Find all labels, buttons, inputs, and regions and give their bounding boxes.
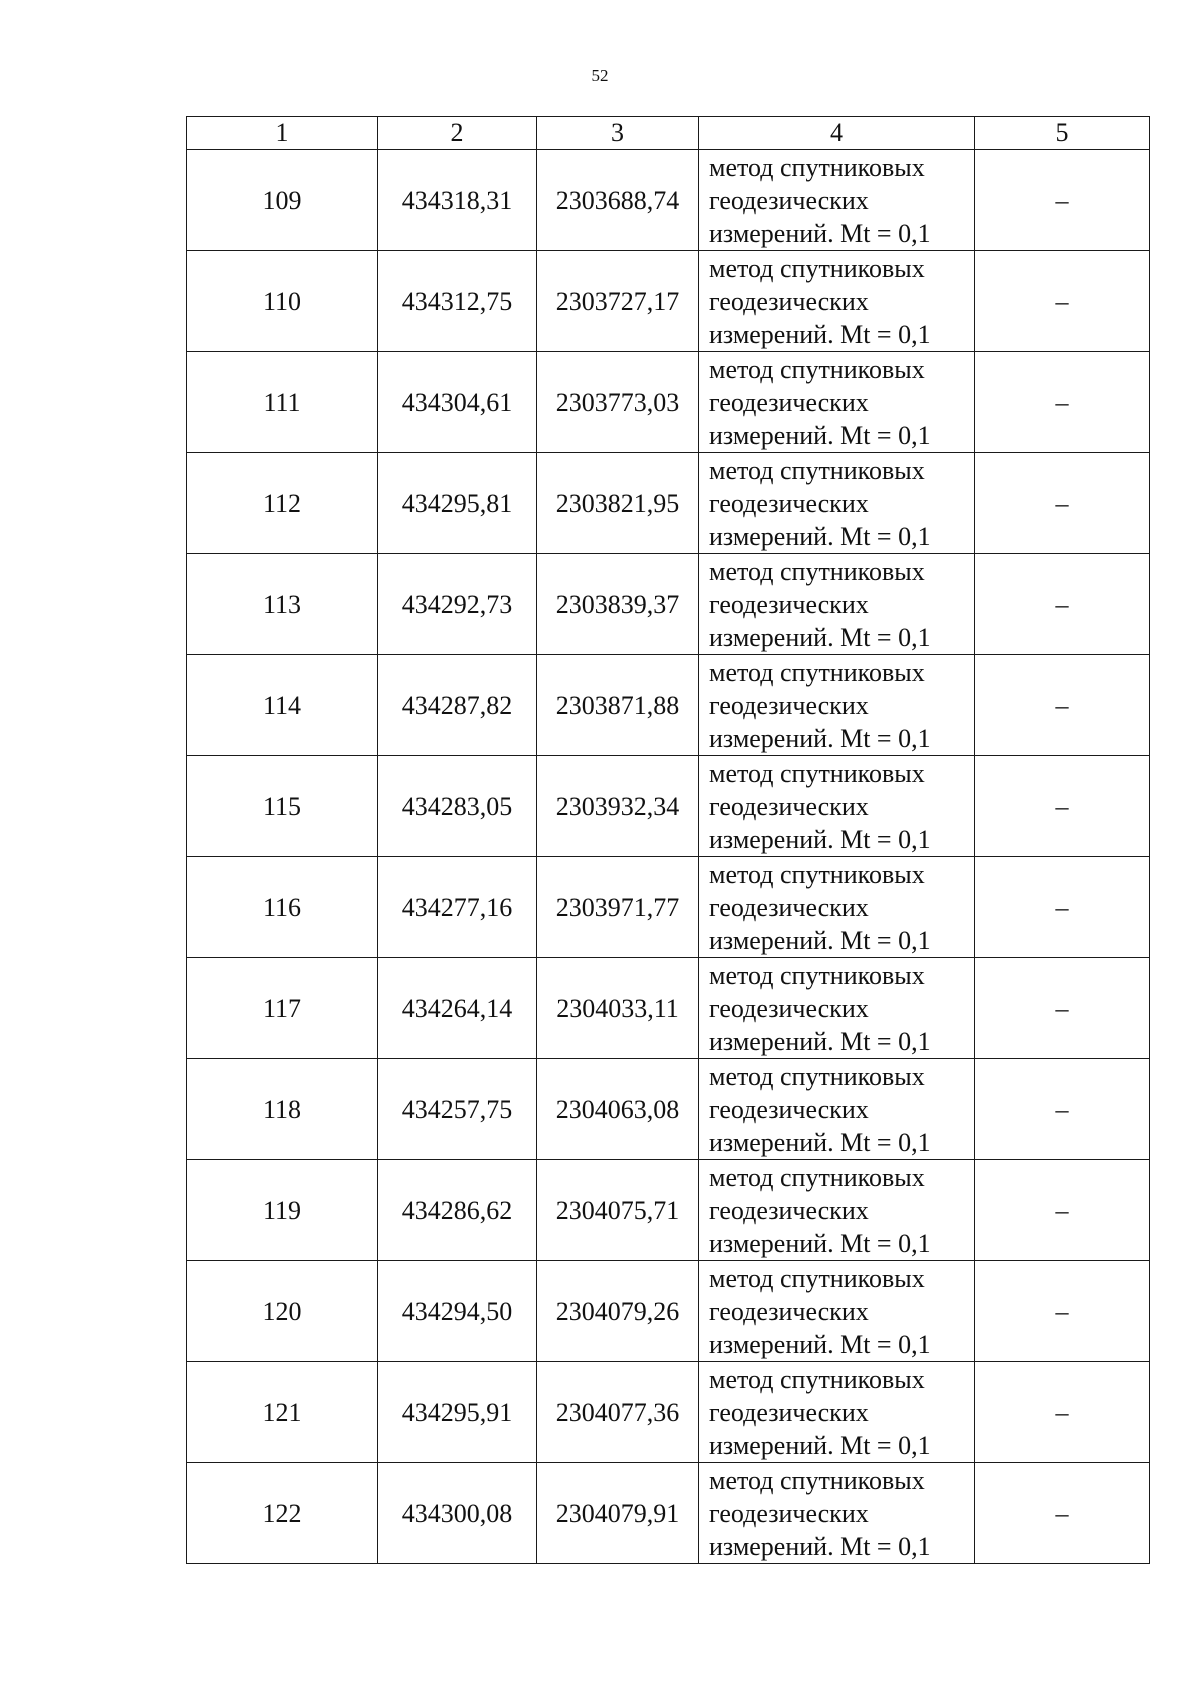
coordinate-y-cell: 2303688,74: [537, 150, 699, 251]
header-col-1: 1: [187, 117, 378, 150]
point-number-cell: 114: [187, 655, 378, 756]
method-line: метод спутниковых: [709, 1263, 925, 1293]
point-number-cell: 122: [187, 1463, 378, 1564]
coordinate-x-cell: 434300,08: [378, 1463, 537, 1564]
table-row: [187, 1059, 1150, 1160]
method-line: геодезических: [709, 1498, 869, 1528]
method-line: измерений. Mt = 0,1: [709, 1430, 931, 1460]
coordinates-table: [186, 116, 1150, 1564]
method-line: измерений. Mt = 0,1: [709, 1228, 931, 1258]
method-line: измерений. Mt = 0,1: [709, 420, 931, 450]
coordinate-x-cell: 434264,14: [378, 958, 537, 1059]
method-cell: [699, 1160, 975, 1261]
method-line: геодезических: [709, 993, 869, 1023]
method-line: измерений. Mt = 0,1: [709, 1026, 931, 1056]
note-cell: –: [975, 655, 1150, 756]
coordinate-x-cell: 434287,82: [378, 655, 537, 756]
method-cell: [699, 1059, 975, 1160]
method-line: геодезических: [709, 1397, 869, 1427]
coordinate-y-cell: 2304033,11: [537, 958, 699, 1059]
point-number-cell: 109: [187, 150, 378, 251]
note-cell: –: [975, 554, 1150, 655]
point-number-cell: 120: [187, 1261, 378, 1362]
point-number-cell: 112: [187, 453, 378, 554]
method-cell: [699, 150, 975, 251]
coordinate-y-cell: 2303821,95: [537, 453, 699, 554]
table-row: [187, 1160, 1150, 1261]
method-line: геодезических: [709, 286, 869, 316]
table-header: [187, 117, 1150, 150]
table-row: [187, 958, 1150, 1059]
method-cell: [699, 554, 975, 655]
method-line: метод спутниковых: [709, 758, 925, 788]
coordinate-y-cell: 2303773,03: [537, 352, 699, 453]
method-line: измерений. Mt = 0,1: [709, 1531, 931, 1561]
note-cell: –: [975, 1160, 1150, 1261]
table-row: [187, 756, 1150, 857]
method-line: измерений. Mt = 0,1: [709, 1127, 931, 1157]
method-line: метод спутниковых: [709, 1364, 925, 1394]
coordinate-y-cell: 2304079,91: [537, 1463, 699, 1564]
coordinate-x-cell: 434292,73: [378, 554, 537, 655]
coordinate-x-cell: 434318,31: [378, 150, 537, 251]
method-line: геодезических: [709, 185, 869, 215]
method-line: измерений. Mt = 0,1: [709, 824, 931, 854]
coordinate-y-cell: 2304079,26: [537, 1261, 699, 1362]
point-number-cell: 121: [187, 1362, 378, 1463]
header-col-4: 4: [699, 117, 975, 150]
coordinate-y-cell: 2303727,17: [537, 251, 699, 352]
method-line: геодезических: [709, 1296, 869, 1326]
note-cell: –: [975, 352, 1150, 453]
page-number: 52: [591, 66, 609, 85]
coordinate-x-cell: 434295,91: [378, 1362, 537, 1463]
coordinate-y-cell: 2303932,34: [537, 756, 699, 857]
method-line: метод спутниковых: [709, 152, 925, 182]
point-number-cell: 117: [187, 958, 378, 1059]
note-cell: –: [975, 1463, 1150, 1564]
method-line: метод спутниковых: [709, 253, 925, 283]
table-row: [187, 251, 1150, 352]
table-row: [187, 453, 1150, 554]
point-number-cell: 110: [187, 251, 378, 352]
note-cell: –: [975, 251, 1150, 352]
header-row: [187, 117, 1150, 150]
coordinate-x-cell: 434257,75: [378, 1059, 537, 1160]
table-row: [187, 655, 1150, 756]
note-cell: –: [975, 958, 1150, 1059]
method-line: геодезических: [709, 690, 869, 720]
method-cell: [699, 352, 975, 453]
method-line: геодезических: [709, 1094, 869, 1124]
header-col-3: 3: [537, 117, 699, 150]
method-line: измерений. Mt = 0,1: [709, 1329, 931, 1359]
point-number-cell: 111: [187, 352, 378, 453]
method-cell: [699, 1463, 975, 1564]
method-cell: [699, 958, 975, 1059]
method-cell: [699, 1362, 975, 1463]
method-line: метод спутниковых: [709, 960, 925, 990]
method-line: геодезических: [709, 589, 869, 619]
note-cell: –: [975, 1059, 1150, 1160]
point-number-cell: 115: [187, 756, 378, 857]
method-cell: [699, 756, 975, 857]
coordinate-x-cell: 434286,62: [378, 1160, 537, 1261]
coordinate-y-cell: 2304077,36: [537, 1362, 699, 1463]
point-number-cell: 116: [187, 857, 378, 958]
coordinate-x-cell: 434283,05: [378, 756, 537, 857]
method-line: метод спутниковых: [709, 455, 925, 485]
method-line: геодезических: [709, 892, 869, 922]
method-line: метод спутниковых: [709, 1465, 925, 1495]
coordinate-y-cell: 2303971,77: [537, 857, 699, 958]
method-line: измерений. Mt = 0,1: [709, 925, 931, 955]
point-number-cell: 119: [187, 1160, 378, 1261]
method-line: измерений. Mt = 0,1: [709, 218, 931, 248]
table-row: [187, 1261, 1150, 1362]
header-col-2: 2: [378, 117, 537, 150]
method-line: метод спутниковых: [709, 1162, 925, 1192]
note-cell: –: [975, 150, 1150, 251]
header-col-5: 5: [975, 117, 1150, 150]
method-cell: [699, 251, 975, 352]
note-cell: –: [975, 453, 1150, 554]
table-row: [187, 352, 1150, 453]
method-cell: [699, 857, 975, 958]
method-cell: [699, 655, 975, 756]
method-line: геодезических: [709, 488, 869, 518]
note-cell: –: [975, 1362, 1150, 1463]
coordinate-x-cell: 434277,16: [378, 857, 537, 958]
table-row: [187, 554, 1150, 655]
method-cell: [699, 453, 975, 554]
method-line: геодезических: [709, 1195, 869, 1225]
method-line: геодезических: [709, 387, 869, 417]
method-cell: [699, 1261, 975, 1362]
method-line: измерений. Mt = 0,1: [709, 622, 931, 652]
table-body: [187, 150, 1150, 1564]
coordinate-y-cell: 2303839,37: [537, 554, 699, 655]
table-row: [187, 1362, 1150, 1463]
coordinate-y-cell: 2304063,08: [537, 1059, 699, 1160]
note-cell: –: [975, 857, 1150, 958]
table-row: [187, 150, 1150, 251]
coordinate-x-cell: 434294,50: [378, 1261, 537, 1362]
method-line: метод спутниковых: [709, 657, 925, 687]
note-cell: –: [975, 756, 1150, 857]
table-row: [187, 1463, 1150, 1564]
coordinate-x-cell: 434312,75: [378, 251, 537, 352]
point-number-cell: 118: [187, 1059, 378, 1160]
method-line: метод спутниковых: [709, 1061, 925, 1091]
note-cell: –: [975, 1261, 1150, 1362]
point-number-cell: 113: [187, 554, 378, 655]
method-line: измерений. Mt = 0,1: [709, 521, 931, 551]
coordinate-x-cell: 434304,61: [378, 352, 537, 453]
coordinate-x-cell: 434295,81: [378, 453, 537, 554]
table-row: [187, 857, 1150, 958]
method-line: геодезических: [709, 791, 869, 821]
method-line: измерений. Mt = 0,1: [709, 723, 931, 753]
coordinate-y-cell: 2304075,71: [537, 1160, 699, 1261]
method-line: метод спутниковых: [709, 556, 925, 586]
method-line: измерений. Mt = 0,1: [709, 319, 931, 349]
method-line: метод спутниковых: [709, 859, 925, 889]
coordinate-y-cell: 2303871,88: [537, 655, 699, 756]
method-line: метод спутниковых: [709, 354, 925, 384]
